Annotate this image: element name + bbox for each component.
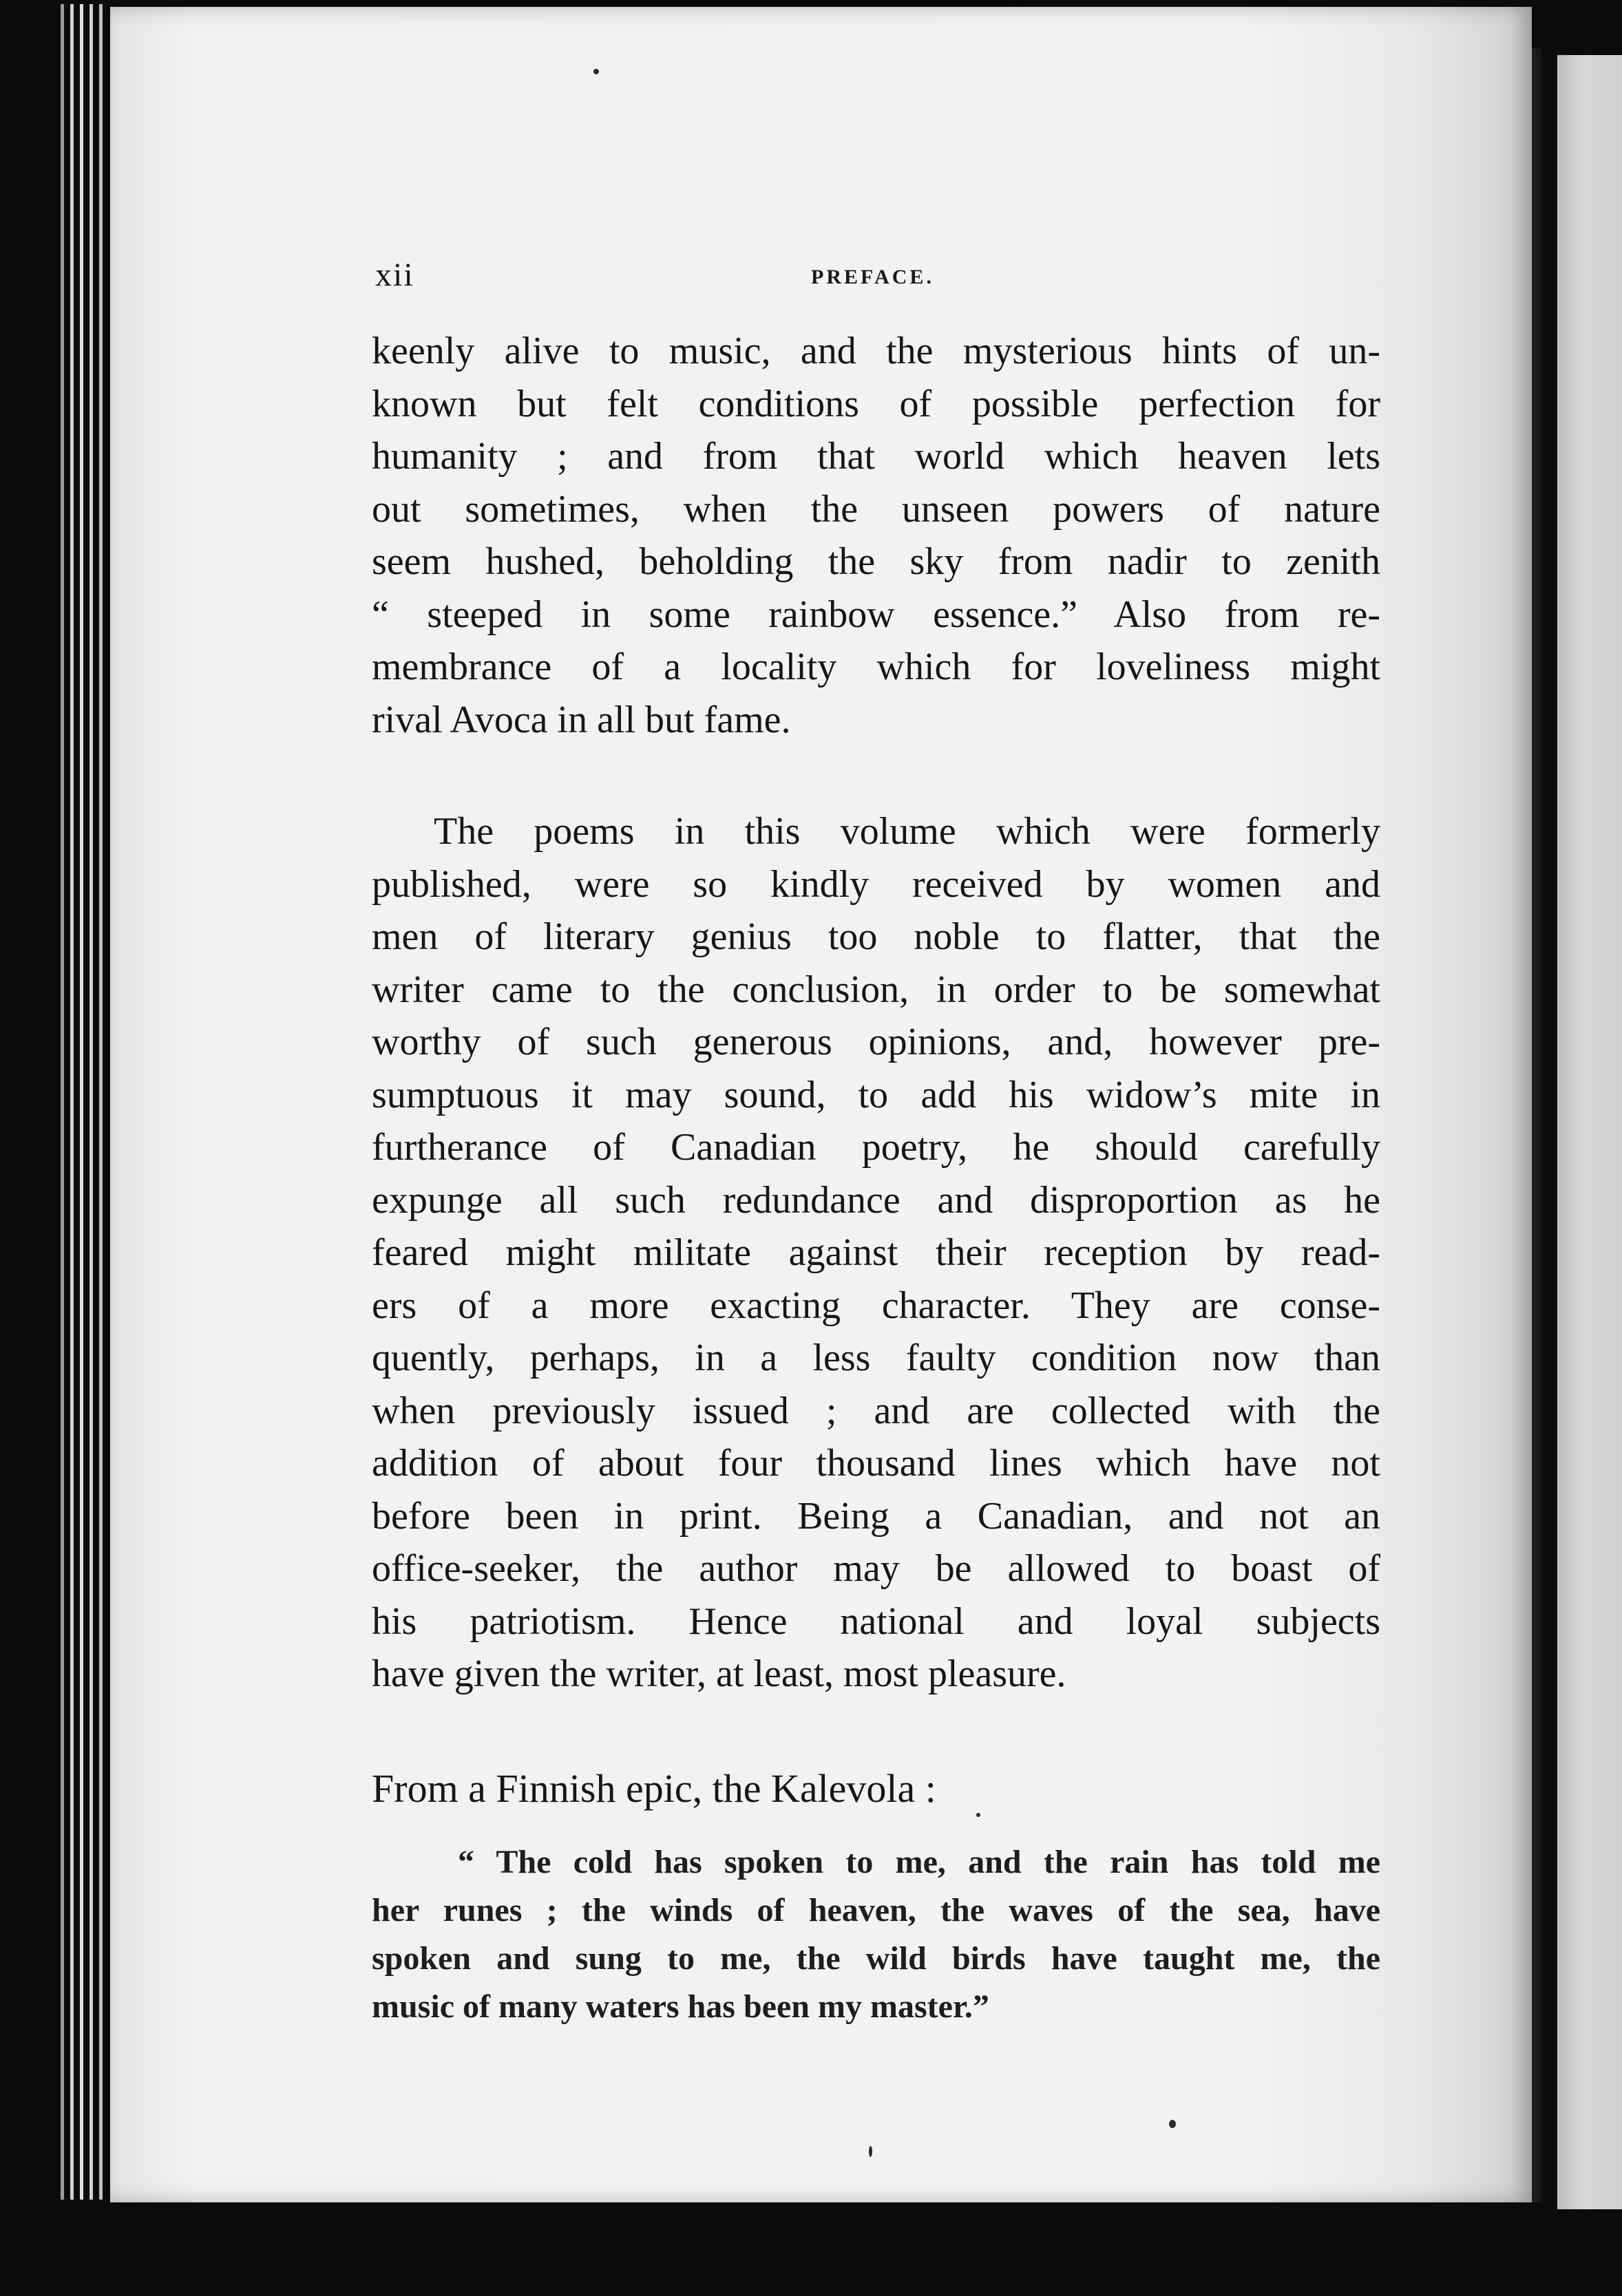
text-line: seem hushed, beholding the sky from nadir to zenith — [372, 540, 1380, 583]
paper-speck — [1169, 2120, 1176, 2128]
page-number: xii — [375, 257, 414, 293]
text-line: humanity ; and from that world which heaven lets — [372, 435, 1380, 478]
running-head — [375, 256, 1373, 304]
text-line: worthy of such generous opinions, and, however pre- — [372, 1021, 1380, 1063]
text-line: “ steeped in some rainbow essence.” Also from re- — [372, 593, 1380, 636]
text-line: have given the writer, at least, most pleasure. — [372, 1652, 1066, 1695]
paper-speck — [869, 2146, 872, 2157]
text-line: feared might militate against their reception by read- — [372, 1231, 1380, 1274]
text-line: “ The cold has spoken to me, and the rain has told me — [458, 1844, 1380, 1880]
text-line: rival Avoca in all but fame. — [372, 698, 791, 741]
facing-page-edge — [1557, 55, 1622, 2209]
text-line: quently, perhaps, in a less faulty condition now than — [372, 1337, 1380, 1379]
text-line: office-seeker, the author may be allowed to boast of — [372, 1547, 1380, 1590]
paragraph — [372, 325, 1380, 746]
text-line: expunge all such redundance and disproportion as he — [372, 1178, 1380, 1222]
text-line: sumptuous it may sound, to add his widow’s mite in — [372, 1073, 1380, 1116]
text-block — [372, 325, 1380, 2031]
page-edge — [61, 4, 64, 2200]
page-edge — [89, 4, 93, 2200]
text-line: The poems in this volume which were formerly — [434, 810, 1380, 853]
text-line: her runes ; the winds of heaven, the waves of the sea, have — [372, 1892, 1380, 1928]
text-line: addition of about four thousand lines which have not — [372, 1442, 1380, 1485]
page-edge — [70, 4, 74, 2200]
paragraph — [372, 805, 1380, 1701]
text-line: before been in print. Being a Canadian, and not an — [372, 1494, 1380, 1538]
running-title: PREFACE. — [811, 266, 934, 288]
text-line: spoken and sung to me, the wild birds have taught me, the — [372, 1940, 1380, 1977]
text-line: published, were so kindly received by women and — [372, 862, 1380, 906]
text-line: when previously issued ; and are collected with the — [372, 1389, 1380, 1432]
text-line: membrance of a locality which for loveliness might — [372, 646, 1380, 688]
text-line: his patriotism. Hence national and loyal subjects — [372, 1599, 1380, 1643]
text-line: From a Finnish epic, the Kalevola : — [372, 1765, 936, 1811]
page-edge — [80, 4, 83, 2200]
text-line: known but felt conditions of possible perfection for — [372, 382, 1380, 425]
text-line: writer came to the conclusion, in order to be somewhat — [372, 968, 1380, 1011]
paper-speck — [593, 69, 599, 74]
page-edge — [99, 4, 103, 2200]
text-line: out sometimes, when the unseen powers of nature — [372, 487, 1380, 531]
block-quotation — [372, 1838, 1380, 2031]
text-line: men of literary genius too noble to flatter, that the — [372, 915, 1380, 958]
text-line: keenly alive to music, and the mysterious hints of un- — [372, 330, 1380, 372]
text-line: music of many waters has been my master.” — [372, 1988, 989, 2025]
text-line: furtherance of Canadian poetry, he should carefully — [372, 1126, 1380, 1169]
paper-speck — [976, 1813, 980, 1817]
text-line: ers of a more exacting character. They are conse- — [372, 1284, 1380, 1327]
quotation-intro — [372, 1763, 1380, 1816]
